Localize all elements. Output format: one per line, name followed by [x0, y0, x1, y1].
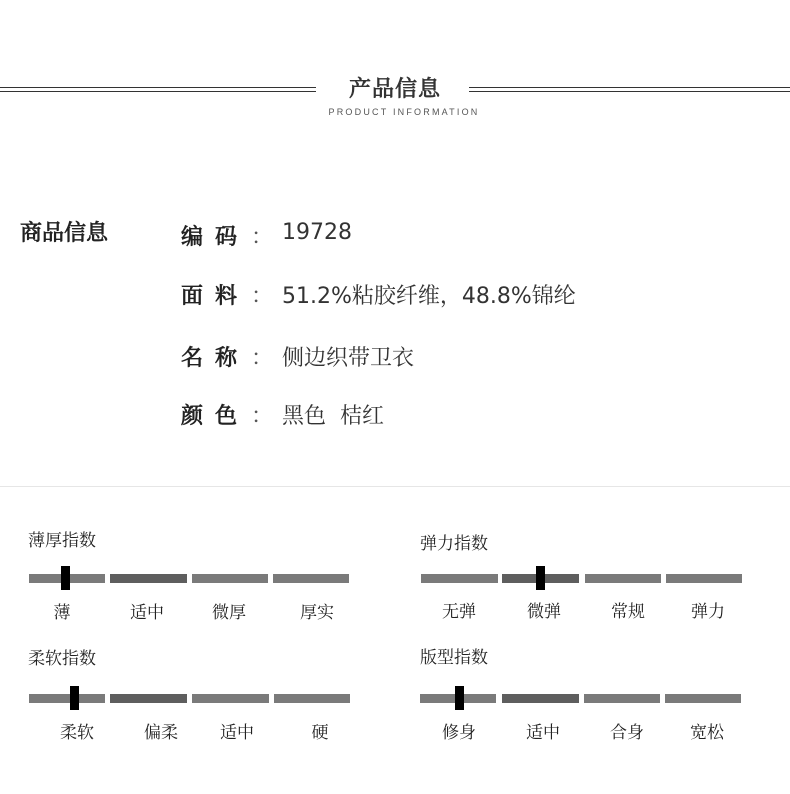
index-marker [536, 566, 545, 590]
index-option: 偏柔 [144, 723, 178, 743]
index-segment [665, 694, 741, 703]
index-option: 薄 [53, 603, 71, 623]
index-segment [421, 574, 498, 583]
index-segment [192, 574, 268, 583]
index-segment [192, 694, 269, 703]
index-option: 微弹 [527, 602, 561, 622]
info-colon: ： [251, 225, 274, 250]
info-value-color: 黑色 桔红 [282, 404, 384, 429]
index-segment [273, 574, 349, 583]
index-option: 厚实 [300, 603, 334, 623]
index-option: 弹力 [691, 602, 725, 622]
index-marker [61, 566, 70, 590]
index-segment [585, 574, 661, 583]
section-label: 商品信息 [20, 221, 109, 246]
page-subtitle: PRODUCT INFORMATION [328, 107, 480, 117]
index-segment [502, 694, 579, 703]
index-option: 适中 [526, 723, 560, 743]
info-label-color: 颜色 [181, 404, 250, 429]
info-label-name: 名称 [181, 346, 250, 371]
page-title: 产品信息 [348, 77, 441, 102]
index-title: 版型指数 [420, 648, 488, 668]
info-colon: ： [251, 346, 274, 371]
index-option: 合身 [610, 723, 644, 743]
index-segment [110, 694, 187, 703]
index-segment [584, 694, 660, 703]
index-option: 微厚 [212, 603, 246, 623]
index-segment [110, 574, 187, 583]
info-value-fabric: 51.2%粘胶纤维，48.8%锦纶 [282, 284, 576, 309]
index-option: 常规 [611, 602, 645, 622]
index-segment [29, 694, 105, 703]
index-option: 宽松 [690, 723, 724, 743]
index-option: 适中 [130, 603, 164, 623]
info-colon: ： [251, 284, 274, 309]
index-title: 薄厚指数 [28, 531, 96, 551]
section-divider [0, 486, 790, 487]
index-marker [70, 686, 79, 710]
index-option: 修身 [442, 723, 476, 743]
info-value-name: 侧边织带卫衣 [282, 346, 415, 371]
index-option: 适中 [220, 723, 254, 743]
index-option: 柔软 [60, 723, 94, 743]
info-value-code: 19728 [282, 220, 352, 245]
index-option: 硬 [311, 723, 329, 743]
index-segment [274, 694, 350, 703]
info-colon: ： [251, 404, 274, 429]
index-marker [455, 686, 464, 710]
info-label-code: 编码 [181, 225, 250, 250]
index-segment [666, 574, 742, 583]
info-label-fabric: 面料 [181, 284, 250, 309]
index-option: 无弹 [442, 602, 476, 622]
index-title: 弹力指数 [420, 534, 488, 554]
index-title: 柔软指数 [28, 649, 96, 669]
